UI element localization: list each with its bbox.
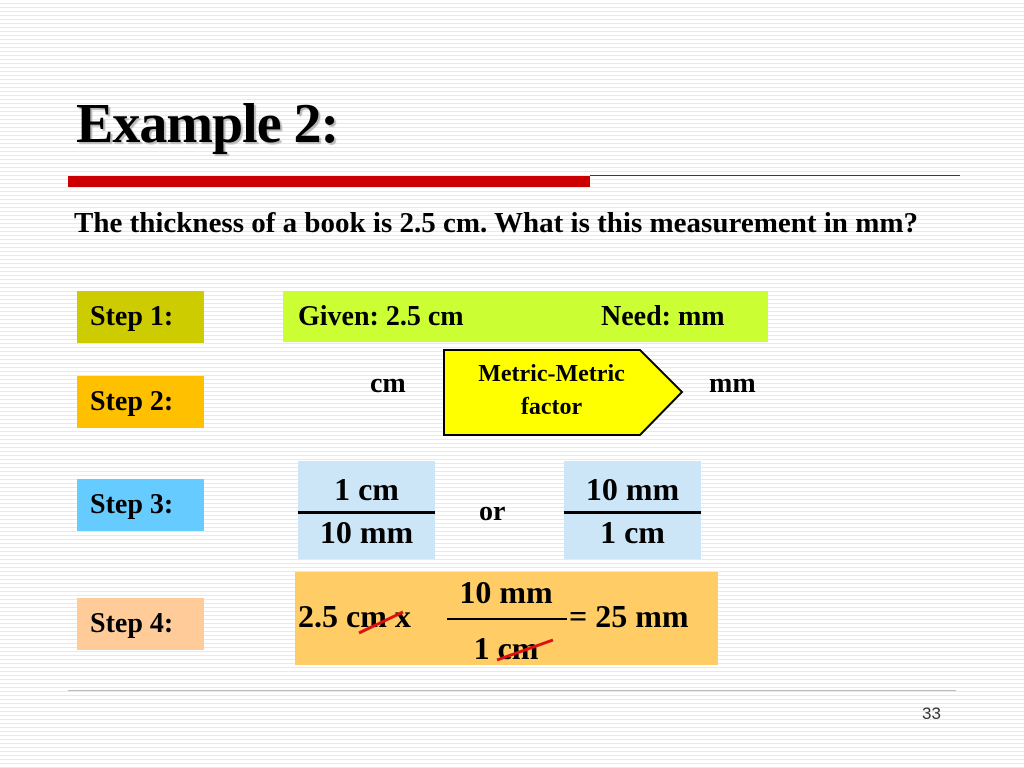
from-unit: cm bbox=[370, 368, 406, 399]
step-2-label: Step 2: bbox=[77, 376, 204, 428]
title-underline-thin bbox=[590, 175, 960, 176]
step-3-label: Step 3: bbox=[77, 479, 204, 531]
need-text: Need: mm bbox=[601, 301, 725, 332]
factor-right-box bbox=[564, 461, 701, 559]
calc-start-value: 2.5 bbox=[298, 598, 338, 634]
factor-label-line1: Metric-Metric bbox=[478, 361, 625, 387]
factor-left-denominator: 10 mm bbox=[319, 514, 414, 550]
calc-start-unit: cm bbox=[346, 598, 387, 634]
calc-times-sign: x bbox=[394, 598, 411, 634]
step-4-label: Step 4: bbox=[77, 598, 204, 650]
factor-right-denominator: 1 cm bbox=[600, 514, 665, 550]
calc-result: = 25 mm bbox=[569, 598, 689, 634]
slide-title: Example 2: bbox=[76, 93, 339, 155]
to-unit: mm bbox=[709, 368, 756, 399]
conversion-factor-label bbox=[444, 358, 659, 424]
footer-divider bbox=[68, 690, 956, 691]
given-text: Given: 2.5 cm bbox=[298, 301, 464, 332]
given-need-box bbox=[283, 291, 768, 342]
question-text: The thickness of a book is 2.5 cm. What is this measurement in mm? bbox=[74, 207, 919, 239]
or-text: or bbox=[479, 496, 506, 527]
calc-fraction-bar bbox=[447, 618, 567, 620]
calc-denominator-unit: cm bbox=[497, 630, 539, 666]
step-1-label: Step 1: bbox=[77, 291, 204, 343]
factor-left-box bbox=[298, 461, 435, 559]
calculation-box bbox=[295, 572, 718, 665]
factor-right-numerator: 10 mm bbox=[585, 471, 680, 507]
calc-numerator: 10 mm bbox=[459, 574, 553, 610]
page-number: 33 bbox=[922, 704, 941, 723]
factor-left-numerator: 1 cm bbox=[334, 471, 399, 507]
title-underline-thick bbox=[68, 176, 590, 187]
calc-denominator-value: 1 bbox=[473, 630, 490, 666]
cancel-strike-denominator-unit bbox=[491, 634, 557, 664]
factor-label-line2: factor bbox=[520, 394, 583, 420]
cancel-strike-start-unit bbox=[357, 606, 405, 636]
